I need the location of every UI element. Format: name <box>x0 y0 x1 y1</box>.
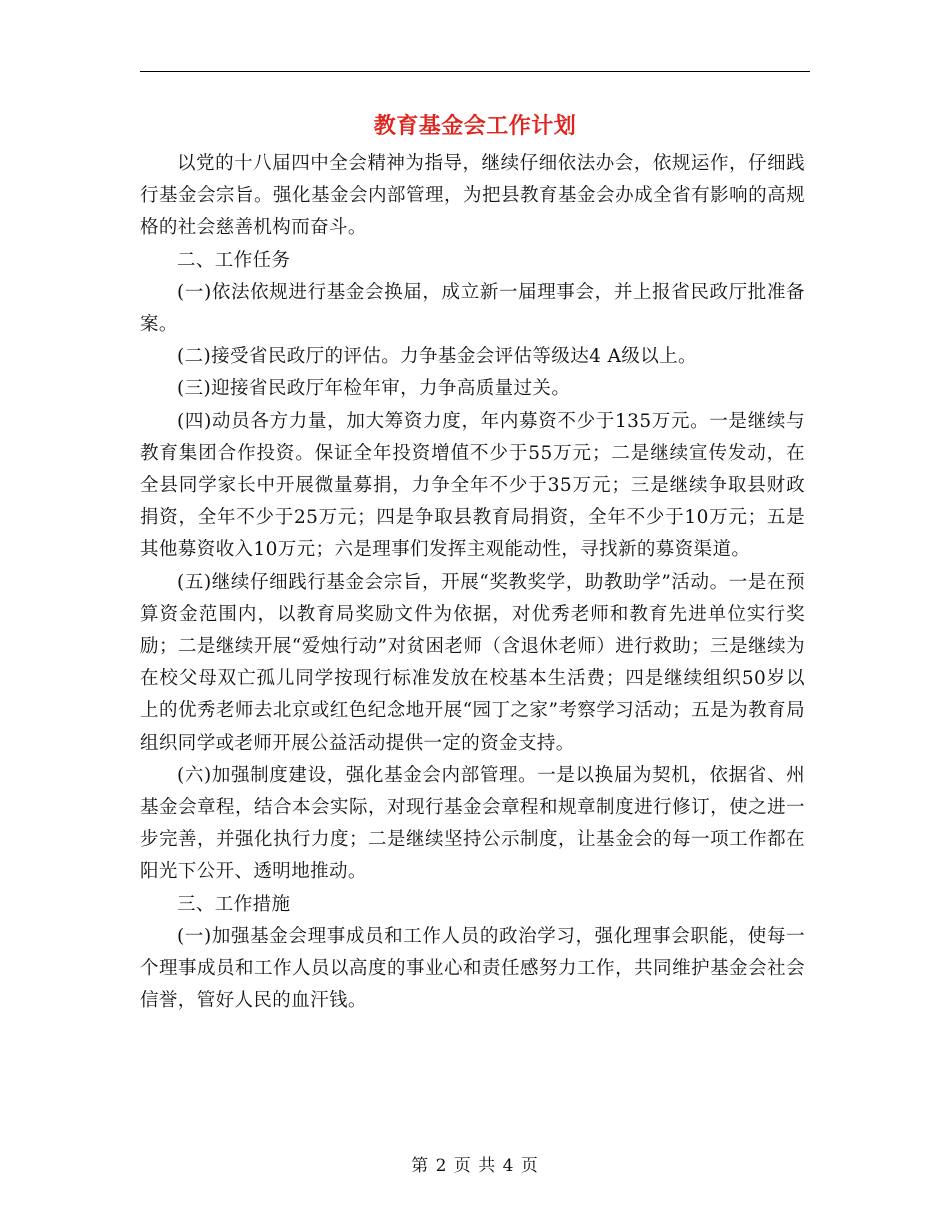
paragraph-task-2: (二)接受省民政厅的评估。力争基金会评估等级达4 A级以上。 <box>177 346 697 368</box>
paragraph-task-3: (三)迎接省民政厅年检年审，力争高质量过关。 <box>177 378 571 400</box>
paragraph-measure-1: (一)加强基金会理事成员和工作人员的政治学习，强化理事会职能，使每一个理事成员和工作人员以高度的事业心和责任感努力工作，共同维护基金会社会信誉，管好人民的血汗钱。 <box>140 925 805 1012</box>
paragraph-task-1: (一)依法依规进行基金会换届，成立新一届理事会，并上报省民政厅批准备案。 <box>140 281 805 336</box>
header-rule <box>140 71 810 72</box>
document-title: 教育基金会工作计划 <box>373 113 577 139</box>
paragraph-task-4: (四)动员各方力量，加大筹资力度，年内募资不少于135万元。一是继续与教育集团合作投资。保证全年投资增值不少于55万元；二是继续宣传发动，在全县同学家长中开展微量募捐，力争全年不少于35万元；三是继续争取县财政捐资，全年不少于25万元；四是争取县教育局捐资，全年不少于10万元；五是其他募资收入10万元；六是理事们发挥主观能动性，寻找新的募资渠道。 <box>140 410 805 561</box>
page-number: 第 2 页 共 4 页 <box>411 1156 539 1176</box>
paragraph-task-5: (五)继续仔细践行基金会宗旨，开展“奖教奖学，助教助学”活动。一是在预算资金范围内，以教育局奖励文件为依据，对优秀老师和教育先进单位实行奖励；二是继续开展“爱烛行动”对贫困老师（含退休老师）进行救助；三是继续为在校父母双亡孤儿同学按现行标准发放在校基本生活费；四是继续组织50岁以上的优秀老师去北京或红色纪念地开展“园丁之家”考察学习活动；五是为教育局组织同学或老师开展公益活动提供一定的资金支持。 <box>140 571 805 754</box>
paragraph-task-6: (六)加强制度建设，强化基金会内部管理。一是以换届为契机，依据省、州基金会章程，结合本会实际，对现行基金会章程和规章制度进行修订，使之进一步完善，并强化执行力度；二是继续坚持公示制度，让基金会的每一项工作都在阳光下公开、透明地推动。 <box>140 764 805 883</box>
paragraph-intro: 以党的十八届四中全会精神为指导，继续仔细依法办会，依规运作，仔细践行基金会宗旨。强化基金会内部管理，为把县教育基金会办成全省有影响的高规格的社会慈善机构而奋斗。 <box>140 153 805 239</box>
document-body <box>140 148 805 1017</box>
section-heading-tasks: 二、工作任务 <box>177 249 291 271</box>
section-heading-measures: 三、工作措施 <box>177 893 291 915</box>
